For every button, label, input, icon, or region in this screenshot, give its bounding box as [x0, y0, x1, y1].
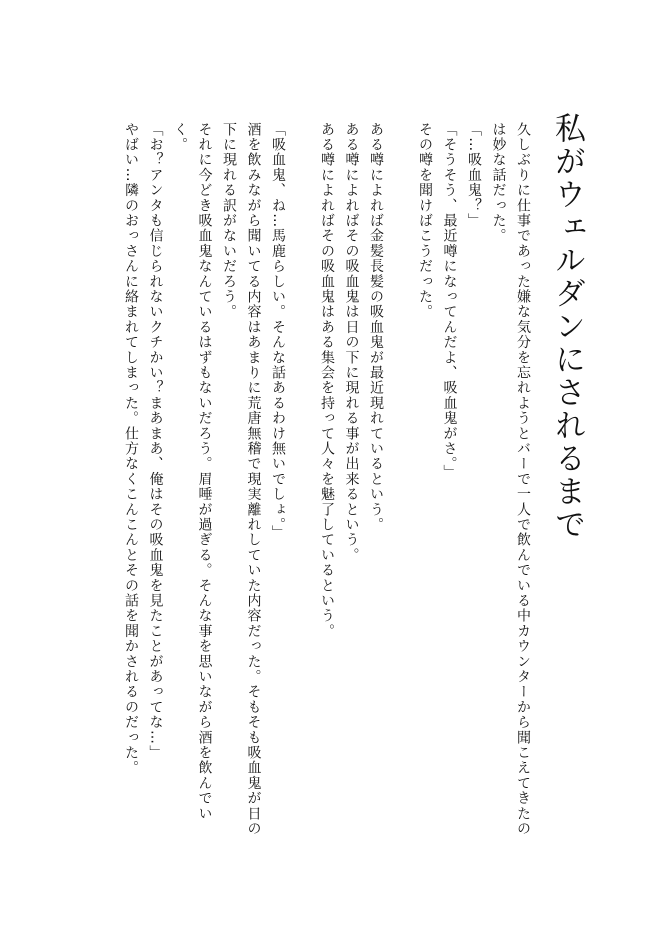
paragraph: 「お？アンタも信じられないクチかい？まあまあ、俺はその吸血鬼を見たことがあってな…」 — [147, 122, 164, 761]
blank-line — [388, 122, 413, 842]
document-body — [119, 122, 536, 842]
paragraph: それに今どき吸血鬼なんているはずもないだろう。眉唾が過ぎる。そんな事を思いながら酒を飲んでいく。 — [172, 122, 213, 822]
paragraph: その噂を聞けばこうだった。 — [417, 122, 433, 320]
paragraph: ある噂によれば金髪長髪の吸血鬼が最近現れているという。 — [368, 122, 384, 533]
paragraph: 「…吸血鬼？」 — [466, 122, 482, 229]
document-title: 私がウェルダンにされるまで — [549, 112, 585, 541]
paragraph: ある噂によればその吸血鬼はある集会を持って人々を魅了しているという。 — [319, 122, 335, 639]
paragraph: ある噂によればその吸血鬼は日の下に現れる事が出来るという。 — [343, 122, 360, 563]
blank-line — [290, 122, 315, 842]
paragraph: 久しぶりに仕事であった嫌な気分を忘れようとバーで一人で飲んでいる中カウンターから聞こえてきたのは妙な話だった。 — [490, 122, 531, 837]
paragraph: 酒を飲みながら聞いてる内容はあまりに荒唐無稽で現実離れしていた内容だった。そもそも吸血鬼が日の下に現れる訳がないだろう。 — [221, 122, 262, 837]
paragraph: 「吸血鬼、ね…馬鹿らしい。そんな話あるわけ無いでしょ。」 — [270, 122, 286, 541]
paragraph: やばい…隣のおっさんに絡まれてしまった。仕方なくこんこんとその話を聞かされるのだった。 — [123, 122, 139, 776]
paragraph: 「そうそう、最近噂になってんだよ、吸血鬼がさ。」 — [441, 122, 458, 480]
